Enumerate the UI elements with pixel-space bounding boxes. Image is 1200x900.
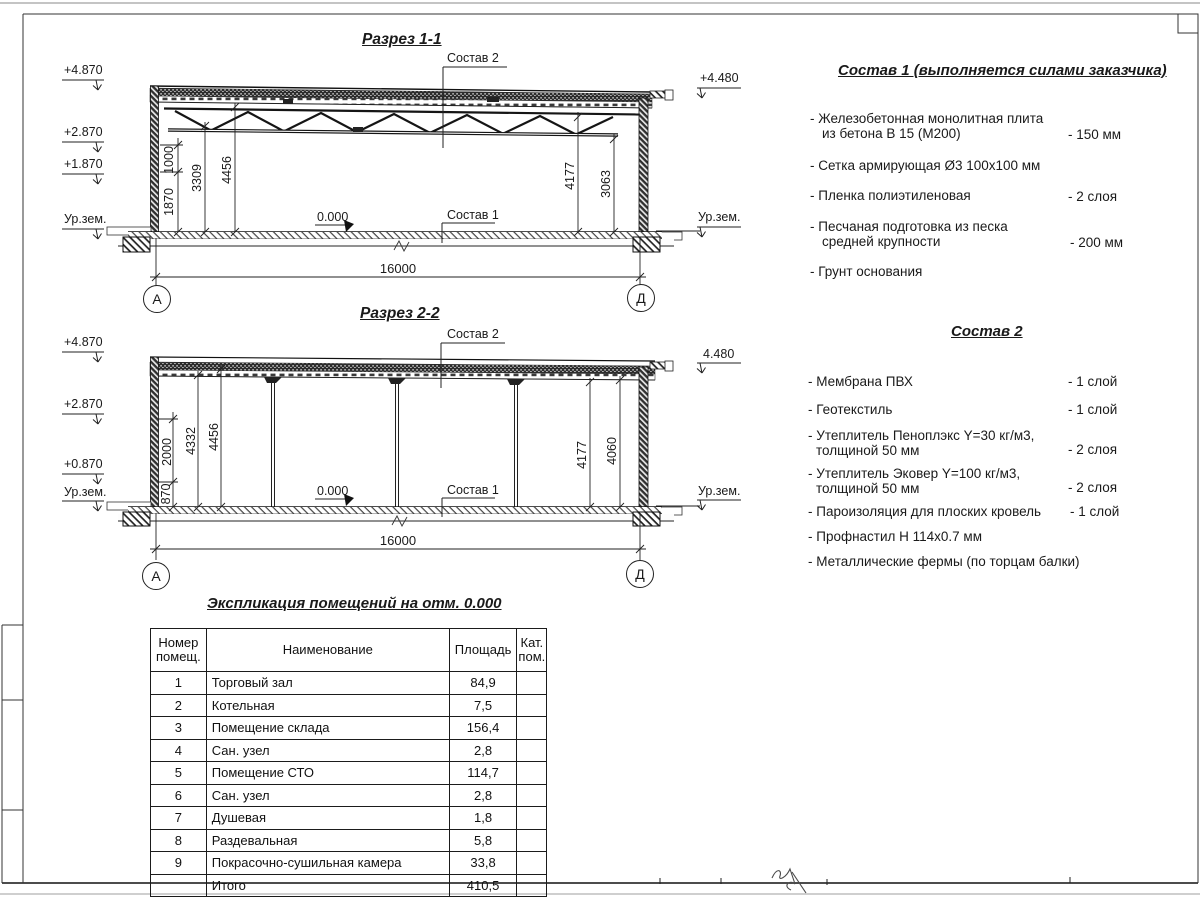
- dim-label: 4332: [183, 427, 198, 455]
- spec-value: - 2 слоя: [1068, 480, 1118, 495]
- spec-item: - Металлические фермы (по торцам балки): [808, 554, 1080, 569]
- spec-item-line2: средней крупности: [822, 234, 941, 249]
- elevation-label: +4.870: [64, 63, 103, 77]
- spec-item-line2: толщиной 50 мм: [816, 443, 920, 458]
- elevation-label: +1.870: [64, 157, 103, 171]
- table-row: 8 Раздевальная 5,8: [151, 829, 547, 852]
- right-wall: [639, 367, 648, 512]
- spec-value: - 1 слой: [1070, 504, 1120, 519]
- spec-item-line2: из бетона В 15 (М200): [822, 126, 961, 141]
- left-wall: [151, 86, 159, 237]
- section-1-1-linework: [62, 67, 741, 287]
- spec-item: - Пленка полиэтиленовая: [810, 188, 971, 203]
- spec-item-line2: толщиной 50 мм: [816, 481, 920, 496]
- floor-slab: [107, 227, 682, 252]
- elevation-label: +4.480: [700, 71, 739, 85]
- elevation-label: +2.870: [64, 125, 103, 139]
- ground-level-label: Ур.зем.: [698, 484, 741, 498]
- zero-level-label: 0.000: [317, 484, 349, 498]
- spec-item: - Железобетонная монолитная плита: [810, 111, 1044, 126]
- dim-label: 4456: [219, 156, 234, 184]
- sostav2-block-title: Состав 2: [951, 323, 1023, 340]
- axis-marker-a: А: [142, 562, 170, 590]
- dim-label: 4177: [574, 441, 589, 469]
- span-dim-label: 16000: [379, 533, 417, 548]
- spec-item: - Сетка армирующая Ø3 100х100 мм: [810, 158, 1041, 173]
- span-dim-label: 16000: [379, 261, 417, 276]
- spec-item: - Грунт основания: [810, 264, 923, 279]
- table-title: Экспликация помещений на отм. 0.000: [207, 595, 502, 612]
- spec-value: - 200 мм: [1070, 235, 1124, 250]
- table-total-row: Итого 410,5: [151, 874, 547, 897]
- spec-item: - Утеплитель Пеноплэкс Y=30 кг/м3,: [808, 428, 1035, 443]
- sostav2-leader-label: Состав 2: [447, 51, 499, 65]
- right-wall: [639, 98, 648, 237]
- col-header-number: Номер помещ.: [151, 629, 207, 672]
- elevation-label: +4.870: [64, 335, 103, 349]
- elevation-label: +2.870: [64, 397, 103, 411]
- section-2-title: Разрез 2-2: [360, 305, 440, 322]
- col-header-name: Наименование: [206, 629, 449, 672]
- dim-label: 3063: [598, 170, 613, 198]
- axis-marker-a: А: [143, 285, 171, 313]
- table-row: 9 Покрасочно-сушильная камера 33,8: [151, 852, 547, 875]
- floor-slab: [107, 502, 682, 526]
- table-row: 6 Сан. узел 2,8: [151, 784, 547, 807]
- ground-level-label: Ур.зем.: [64, 212, 107, 226]
- sostav1-block-title: Состав 1 (выполняется силами заказчика): [838, 62, 1167, 79]
- dim-label: 870: [158, 483, 173, 505]
- elevation-label: +0.870: [64, 457, 103, 471]
- spec-value: - 2 слоя: [1068, 442, 1118, 457]
- dim-label: 4060: [604, 437, 619, 465]
- dim-label: 1000: [161, 146, 176, 174]
- spec-value: - 1 слой: [1068, 402, 1118, 417]
- dim-label: 4177: [562, 162, 577, 190]
- col-header-area: Площадь: [449, 629, 517, 672]
- spec-value: - 2 слоя: [1068, 189, 1118, 204]
- axis-marker-d: Д: [626, 560, 654, 588]
- dim-label: 1870: [161, 188, 176, 216]
- spec-item: - Пароизоляция для плоских кровель: [808, 504, 1042, 519]
- sostav1-leader-label: Состав 1: [447, 208, 499, 222]
- spec-item: - Утеплитель Эковер Y=100 кг/м3,: [808, 466, 1021, 481]
- left-wall: [151, 357, 159, 509]
- table-row: 5 Помещение СТО 114,7: [151, 762, 547, 785]
- table-row: 4 Сан. узел 2,8: [151, 739, 547, 762]
- table-row: 3 Помещение склада 156,4: [151, 717, 547, 740]
- signature-scribble: [772, 869, 806, 893]
- dim-label: 2000: [159, 438, 174, 466]
- table-row: 1 Торговый зал 84,9: [151, 672, 547, 695]
- spec-item: - Геотекстиль: [808, 402, 893, 417]
- spec-value: - 150 мм: [1068, 127, 1122, 142]
- spec-item: - Мембрана ПВХ: [808, 374, 913, 389]
- ground-level-label: Ур.зем.: [64, 485, 107, 499]
- sostav1-leader-label: Состав 1: [447, 483, 499, 497]
- spec-value: - 1 слой: [1068, 374, 1118, 389]
- elevation-label: 4.480: [703, 347, 735, 361]
- ground-level-label: Ур.зем.: [698, 210, 741, 224]
- spec-item: - Профнастил Н 114х0.7 мм: [808, 529, 982, 544]
- table-header-row: [151, 629, 547, 672]
- dim-label: 3309: [189, 164, 204, 192]
- zero-level-label: 0.000: [317, 210, 349, 224]
- table-row: 2 Котельная 7,5: [151, 694, 547, 717]
- col-header-category: Кат. пом.: [517, 629, 547, 672]
- rooms-table: [150, 628, 547, 897]
- spec-item: - Песчаная подготовка из песка: [810, 219, 1008, 234]
- table-row: 7 Душевая 1,8: [151, 807, 547, 830]
- section-1-title: Разрез 1-1: [362, 31, 442, 48]
- axis-marker-d: Д: [627, 284, 655, 312]
- sostav2-leader-label: Состав 2: [447, 327, 499, 341]
- dim-label: 4456: [206, 423, 221, 451]
